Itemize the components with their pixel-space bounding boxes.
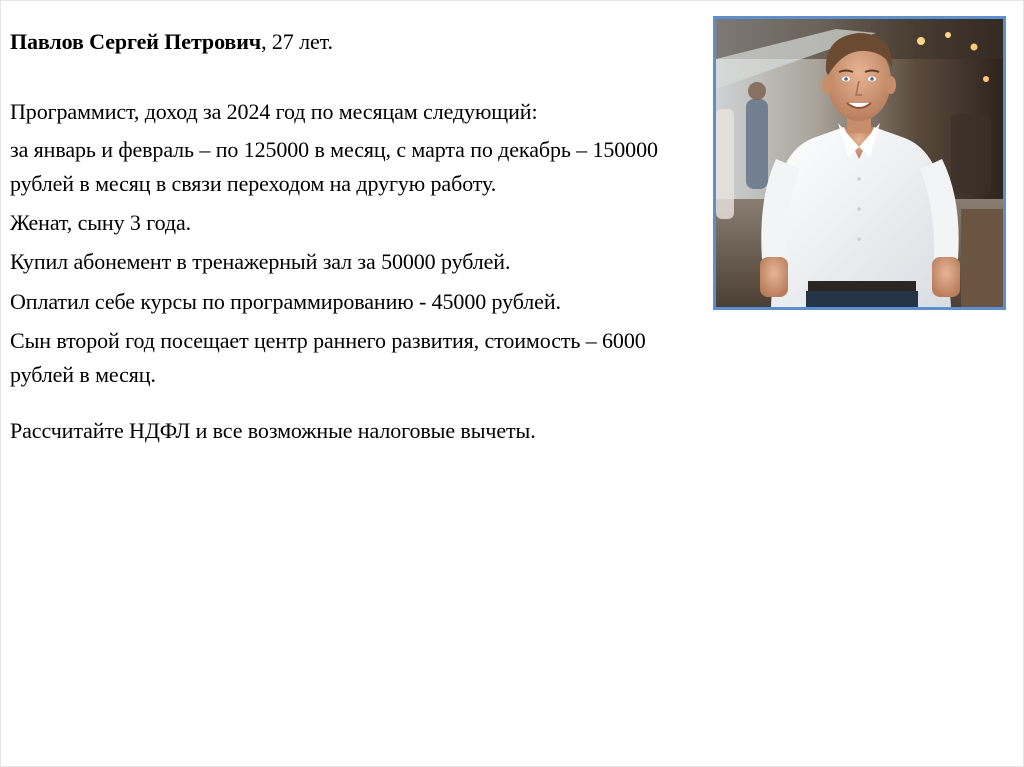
income-detail: за январь и февраль – по 125000 в месяц, с марта по декабрь – 150000 рублей в месяц в связи переходом на другую работу. (10, 137, 658, 197)
person-name: Павлов Сергей Петрович (10, 29, 262, 54)
child-center-expense: Сын второй год посещает центр раннего развития, стоимость – 6000 рублей в месяц. (10, 327, 646, 387)
income-intro: Программист, доход за 2024 год по месяцам следующий: (10, 99, 538, 125)
person-photo (713, 16, 1006, 310)
task-text (10, 25, 710, 448)
family-info: Женат, сыну 3 года. (10, 210, 192, 236)
task-instruction: Рассчитайте НДФЛ и все возможные налоговые вычеты. (10, 417, 536, 443)
person-age: , 27 лет. (261, 29, 333, 54)
gym-expense: Купил абонемент в тренажерный зал за 50000 рублей. (10, 249, 511, 275)
courses-expense: Оплатил себе курсы по программированию - 45000 рублей. (10, 288, 561, 314)
person-photo-illustration (716, 19, 1003, 307)
person-heading (10, 25, 710, 59)
